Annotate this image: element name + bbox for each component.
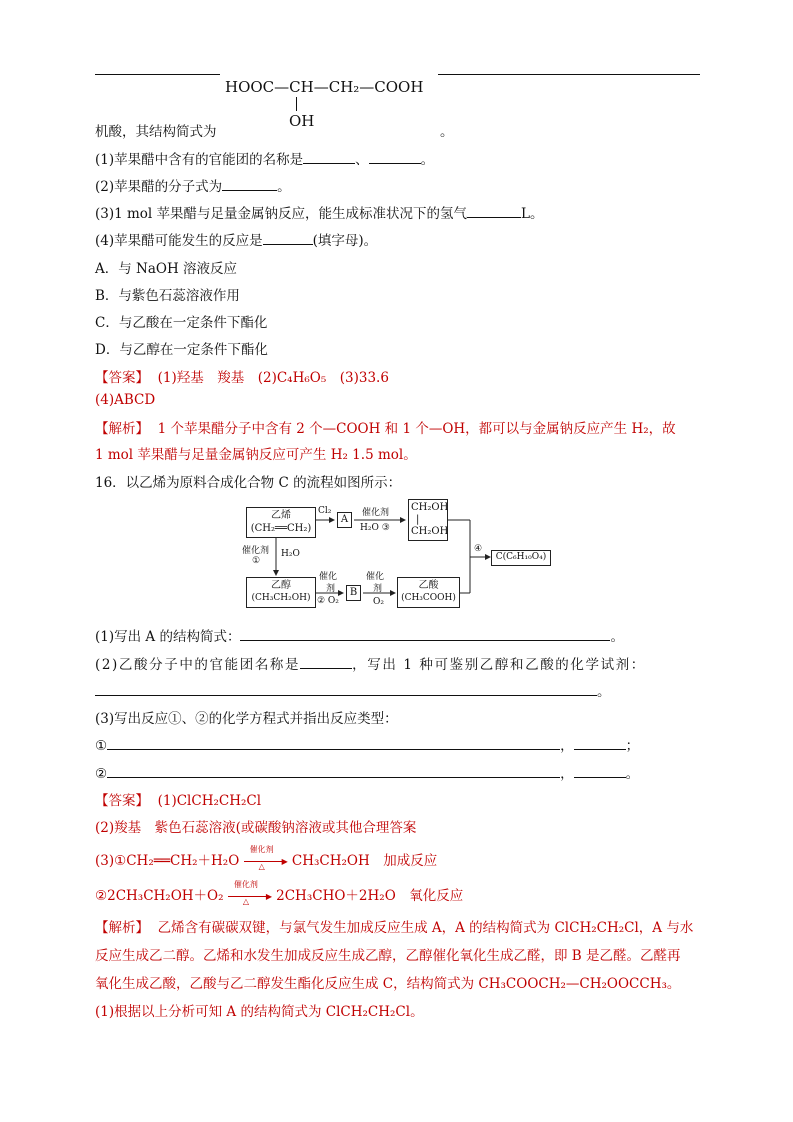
option-b: B．与紫色石蕊溶液作用: [95, 288, 240, 304]
structural-formula: HOOC—CH—CH₂—COOH: [225, 78, 424, 96]
q16-analysis-line-2: 反应生成乙二醇。乙烯和水发生加成反应生成乙醇，乙醇催化氧化生成乙醛，即 B 是乙醛。乙醛再: [95, 948, 681, 964]
label-cat-left: 催化剂: [242, 546, 270, 556]
label-cat2b: 剂: [326, 584, 336, 594]
answer-blank[interactable]: [300, 654, 352, 669]
flow-diagram: [240, 495, 560, 615]
q16-question-3-line-2: ② ， 。: [95, 762, 639, 782]
box-ethylene: 乙烯 (CH₂══CH₂): [246, 507, 316, 538]
label-h2o-left: H₂O: [281, 549, 300, 559]
top-rule-left: [95, 74, 220, 75]
q16-analysis-line-3: 氧化生成乙酸，乙酸与乙二醇发生酯化反应生成 C，结构简式为 CH₃COOCH₂—CH₂OOCCH₃。: [95, 976, 681, 992]
q16-analysis-line-4: (1)根据以上分析可知 A 的结构简式为 ClCH₂CH₂Cl。: [95, 1004, 424, 1020]
answer-blank[interactable]: [107, 735, 560, 750]
q16-answer-2: (2)羧基 紫色石蕊溶液(或碳酸钠溶液或其他合理答案: [95, 820, 417, 836]
q16-question-3-line-1: ① ， ；: [95, 734, 639, 754]
answer-label: 【答案】: [95, 793, 149, 809]
top-rule-right: [438, 74, 700, 75]
label-cl2: Cl₂: [318, 506, 332, 516]
reaction-arrow: 催化剂 ▶ △: [244, 855, 288, 869]
formula-branch-oh: OH: [289, 112, 315, 130]
q16-analysis: 【解析】 乙烯含有碳碳双键，与氯气发生加成反应生成 A，A 的结构简式为 ClCH₂CH₂Cl，A 与水: [95, 920, 694, 936]
reaction-arrow: 催化剂 ▶ △: [228, 890, 272, 904]
q15-analysis-line-2: 1 mol 苹果醋与足量金属钠反应可产生 H₂ 1.5 mol。: [95, 447, 417, 463]
answer-blank[interactable]: [574, 735, 626, 750]
analysis-label: 【解析】: [95, 421, 149, 437]
box-acid: 乙酸 (CH₃COOH): [397, 577, 460, 608]
q15-question-1: (1)苹果醋中含有的官能团的名称是 、 。: [95, 148, 434, 168]
label-cat1: 催化剂: [362, 508, 390, 518]
answer-label: 【答案】: [95, 370, 149, 386]
q16-question-2-line: 。: [95, 680, 611, 700]
answer-blank[interactable]: [467, 203, 521, 218]
answer-blank[interactable]: [369, 149, 421, 164]
option-d: D．与乙醇在一定条件下酯化: [95, 342, 268, 358]
option-a: A．与 NaOH 溶液反应: [95, 261, 238, 277]
label-cat2a: 催化: [319, 572, 338, 582]
intro-text: 机酸，其结构简式为: [95, 124, 217, 140]
q15-question-3: (3)1 mol 苹果醋与足量金属钠反应，能生成标准状况下的氢气 L。: [95, 202, 544, 222]
label-step2: ② O₂: [317, 596, 339, 606]
analysis-label: 【解析】: [95, 920, 149, 936]
label-o2: O₂: [373, 597, 384, 607]
option-c: C．与乙酸在一定条件下酯化: [95, 315, 268, 331]
box-ethanol: 乙醇 (CH₃CH₂OH): [246, 577, 316, 608]
answer-blank[interactable]: [303, 149, 355, 164]
q16-question-3: (3)写出反应①、②的化学方程式并指出反应类型：: [95, 711, 398, 727]
q15-answer: 【答案】 (1)羟基 羧基 (2)C₄H₆O₅ (3)33.6: [95, 370, 389, 386]
q15-analysis: 【解析】 1 个苹果醋分子中含有 2 个—COOH 和 1 个—OH，都可以与金属钠反应产生 H₂，故: [95, 421, 676, 437]
box-b: B: [346, 585, 361, 601]
q16-title: 16．以乙烯为原料合成化合物 C 的流程如图所示：: [95, 475, 402, 491]
q16-question-2: (2)乙酸分子中的官能团名称是 ，写出 1 种可鉴别乙醇和乙酸的化学试剂：: [95, 653, 646, 673]
q16-answer-3: (3)①CH₂══CH₂＋H₂O 催化剂 ▶ △ CH₃CH₂OH 加成反应: [95, 844, 438, 871]
answer-blank[interactable]: [574, 763, 626, 778]
q15-question-4: (4)苹果醋可能发生的反应是 (填字母)。: [95, 229, 377, 249]
label-cat3a: 催化: [366, 572, 385, 582]
label-cat3b: 剂: [373, 584, 383, 594]
q15-answer-line-2: (4)ABCD: [95, 392, 156, 408]
answer-blank[interactable]: [240, 626, 610, 641]
answer-blank[interactable]: [95, 681, 597, 696]
label-step1: ①: [252, 556, 261, 566]
q16-question-1: (1)写出 A 的结构简式： 。: [95, 625, 624, 645]
answer-blank[interactable]: [222, 176, 277, 191]
q16-answer: 【答案】 (1)ClCH₂CH₂Cl: [95, 793, 262, 809]
box-diol: CH₂OH | CH₂OH: [408, 499, 448, 541]
q15-question-2: (2)苹果醋的分子式为 。: [95, 175, 291, 195]
answer-blank[interactable]: [107, 763, 560, 778]
q16-answer-4: ②2CH₃CH₂OH＋O₂ 催化剂 ▶ △ 2CH₃CHO＋2H₂O 氧化反应: [95, 879, 464, 906]
label-h2o3: H₂O ③: [360, 523, 390, 533]
label-step4: ④: [474, 544, 483, 554]
box-c: C(C₆H₁₀O₄): [491, 550, 551, 566]
intro-end: 。: [440, 124, 454, 140]
box-a: A: [337, 512, 352, 528]
formula-bond: [296, 97, 297, 111]
answer-blank[interactable]: [263, 230, 313, 245]
